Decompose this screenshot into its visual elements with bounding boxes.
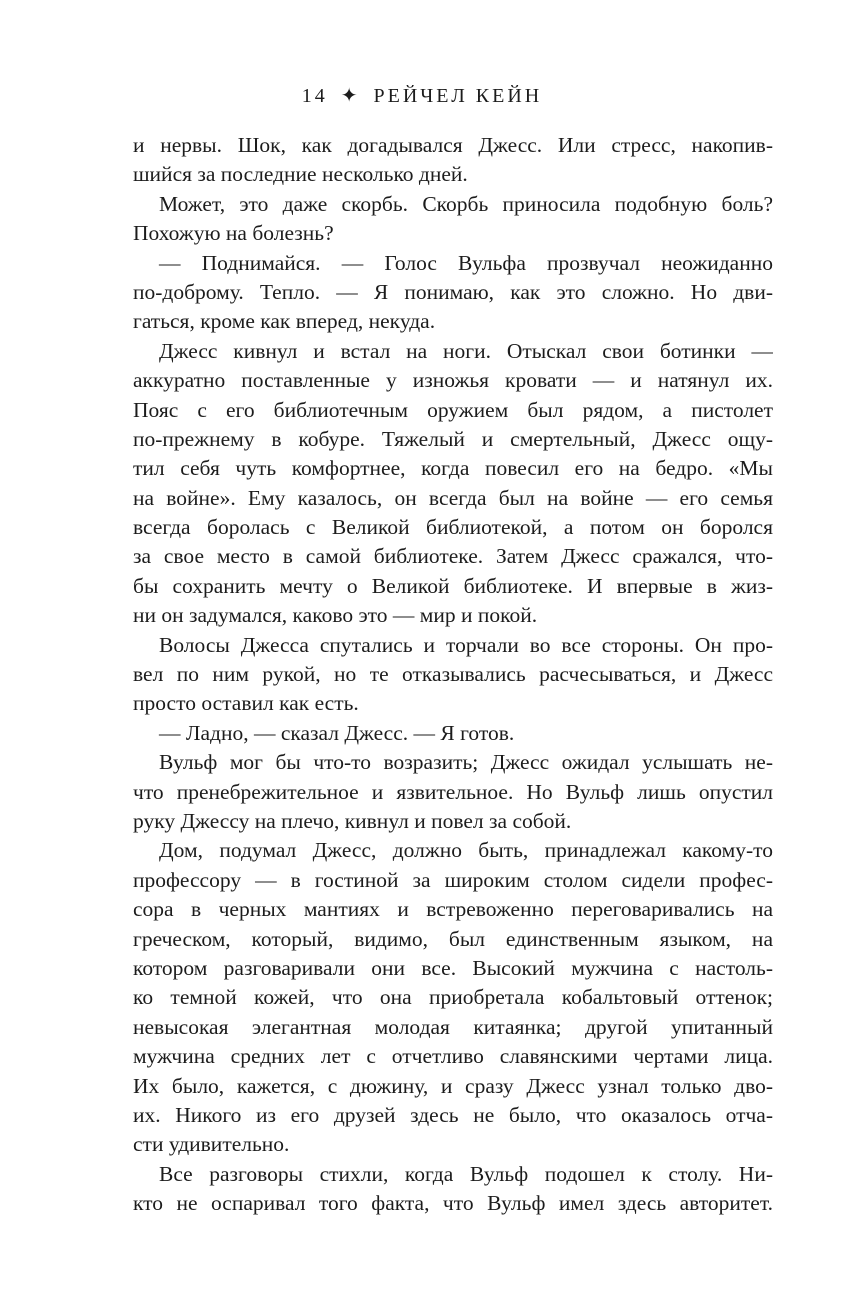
- text-line: аккуратно поставленные у изножья кровати — и натянул их.: [133, 368, 773, 393]
- text-line: котором разговаривали они все. Высокий мужчина с настоль-: [133, 955, 773, 980]
- text-line: на войне». Ему казалось, он всегда был на войне — его семья: [133, 485, 773, 510]
- text-line: бы сохранить мечту о Великой библиотеке. И впервые в жиз-: [133, 573, 773, 598]
- text-line: Все разговоры стихли, когда Вульф подошел к столу. Ни-: [159, 1161, 773, 1186]
- text-line: — Ладно, — сказал Джесс. — Я готов.: [159, 720, 515, 745]
- author-name: РЕЙЧЕЛ КЕЙН: [373, 85, 543, 107]
- text-line: сти удивительно.: [133, 1132, 290, 1157]
- text-line: руку Джессу на плечо, кивнул и повел за собой.: [133, 808, 572, 833]
- text-line: греческом, который, видимо, был единственным языком, на: [133, 926, 773, 951]
- text-line: и нервы. Шок, как догадывался Джесс. Или стресс, накопив-: [133, 133, 773, 157]
- text-line: Их было, кажется, с дюжину, и сразу Джесс узнал только дво-: [133, 1073, 773, 1098]
- text-line: — Поднимайся. — Голос Вульфа прозвучал неожиданно: [159, 250, 773, 275]
- text-line: шийся за последние несколько дней.: [133, 162, 468, 187]
- text-line: Дом, подумал Джесс, должно быть, принадлежал какому-то: [159, 838, 773, 863]
- text-line: Похожую на болезнь?: [133, 221, 334, 246]
- text-line: Волосы Джесса спутались и торчали во все стороны. Он про-: [159, 632, 773, 657]
- text-line: вел по ним рукой, но те отказывались расчесываться, и Джесс: [133, 662, 773, 687]
- text-line: невысокая элегантная молодая китаянка; другой упитанный: [133, 1014, 773, 1039]
- text-line: профессору — в гостиной за широким столом сидели профес-: [133, 867, 773, 892]
- running-head: [0, 83, 844, 108]
- text-line: Может, это даже скорбь. Скорбь приносила подобную боль?: [159, 191, 773, 216]
- text-line: мужчина средних лет с отчетливо славянскими чертами лица.: [133, 1044, 773, 1069]
- text-line: Вульф мог бы что-то возразить; Джесс ожидал услышать не-: [159, 750, 773, 775]
- text-line: ни он задумался, каково это — мир и покой.: [133, 603, 538, 628]
- text-line: всегда боролась с Великой библиотекой, а потом он боролся: [133, 515, 773, 540]
- text-line: за свое место в самой библиотеке. Затем Джесс сражался, что-: [133, 544, 773, 569]
- ornament-icon: ✦: [340, 85, 361, 107]
- text-line: тил себя чуть комфортнее, когда повесил его на бедро. «Мы: [133, 456, 773, 481]
- text-line: просто оставил как есть.: [133, 691, 359, 716]
- text-line: Пояс с его библиотечным оружием был рядом, а пистолет: [133, 397, 773, 422]
- text-line: сора в черных мантиях и встревоженно переговаривались на: [133, 897, 773, 922]
- text-line: ко темной кожей, что она приобретала кобальтовый оттенок;: [133, 985, 773, 1010]
- page-body: [133, 131, 773, 1218]
- page-number: 14: [301, 85, 328, 107]
- text-line: по-прежнему в кобуре. Тяжелый и смертельный, Джесс ощу-: [133, 426, 773, 451]
- text-line: гаться, кроме как вперед, некуда.: [133, 309, 436, 334]
- text-line: кто не оспаривал того факта, что Вульф имел здесь авторитет.: [133, 1191, 773, 1216]
- text-line: что пренебрежительное и язвительное. Но Вульф лишь опустил: [133, 779, 773, 804]
- text-line: по-доброму. Тепло. — Я понимаю, как это сложно. Но дви-: [133, 279, 773, 304]
- text-line: их. Никого из его друзей здесь не было, что оказалось отча-: [133, 1102, 773, 1127]
- text-line: Джесс кивнул и встал на ноги. Отыскал свои ботинки —: [159, 338, 773, 363]
